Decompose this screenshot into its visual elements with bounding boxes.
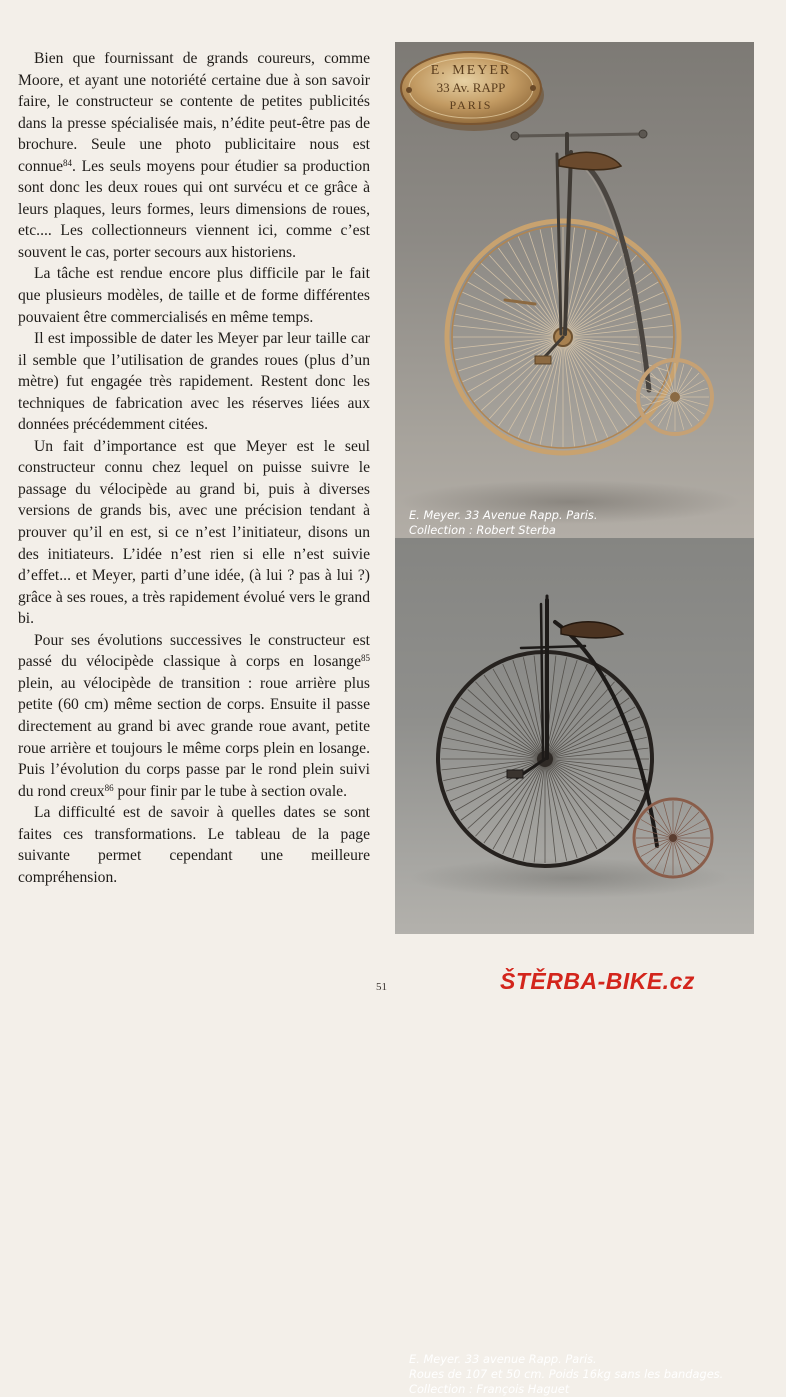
wheel-spoke xyxy=(673,802,683,838)
wheel-spoke xyxy=(545,759,587,854)
footnote-ref-85: 85 xyxy=(361,653,370,664)
plaque-line-1: E. MEYER xyxy=(430,63,512,78)
wheel-spoke xyxy=(663,802,673,838)
footnote-ref-86: 86 xyxy=(104,782,114,793)
wheel-spoke xyxy=(450,759,545,801)
paragraph-2: La tâche est rendue encore plus difficile par le fait que plusieurs modèles, de taille et de forme différentes pouvaient être commercialisés en même temps. xyxy=(18,265,370,326)
rear-wheel-2 xyxy=(634,799,712,877)
paragraph-5: Pour ses évolutions successives le constructeur est passé du vélocipède classique à corps en losange$^{85}$ plein, au vélocipède de transition : roue arrière plus petite (60 cm) même section de corps. Ensuite il passe directement au grand bi avec grande roue avant, petite roue arrière et toujours le même corps plein en losange. Puis l’évolution du corps passe par le rond plein suivi du rond creux$^{86}$ pour finir par le tube à section ovale. xyxy=(18,631,370,800)
wheel-spoke xyxy=(518,337,563,437)
wheel-spoke xyxy=(675,397,708,406)
wheel-spoke xyxy=(673,828,709,838)
wheel-spoke xyxy=(673,838,709,848)
paragraph-1: Bien que fournissant de grands coureurs, comme Moore, et ayant une notoriété certaine due à son savoir faire, le constructeur se contente de petites publicités dans la presse spécialisée mais, n’édite peut-être pas de brochure. Seule une photo publicitaire nous est connue$^{84}$. Les seuls moyens pour étudier sa production sont donc les deux roues qui ont survécu et ce grâce à leurs plaques, leurs formes, leurs dimensions de roues, etc.... Les collectionneurs viennent ici, comme c’est souvent le cas, porter secours aux historiens. xyxy=(18,50,370,261)
caption-photo-1 xyxy=(409,508,597,538)
caption-2-line-1: E. Meyer. 33 avenue Rapp. Paris. xyxy=(409,1352,597,1366)
caption-1-line-1: E. Meyer. 33 Avenue Rapp. Paris. xyxy=(409,508,598,522)
wheel-spoke xyxy=(642,388,675,397)
paragraph-3: Il est impossible de dater les Meyer par leur taille car il semble que l’utilisation de grandes roues (plus d’un mètre) fut engagée très rapidement. Restent donc les techniques de fabrication avec les réserves liées aux données précédemment citées. xyxy=(18,330,370,434)
article-text-column xyxy=(18,48,370,888)
wheel-spoke xyxy=(675,397,684,430)
footnote-ref-84: 84 xyxy=(63,157,73,168)
wheel-spoke xyxy=(563,292,663,337)
wheel-spoke xyxy=(545,664,587,759)
page-number: 51 xyxy=(376,981,387,993)
caption-2-line-2: Roues de 107 et 50 cm. Poids 16kg sans les bandages. xyxy=(409,1367,724,1381)
paragraph-4: Un fait d’importance est que Meyer est le seul constructeur connu chez lequel on puisse suivre le passage du vélocipède au grand bi, puis à diverses versions de grands bis, avec une précision tendant à prouver qu’il en est, si ce n’est l’initiateur, disons un des initiateurs. L’idée n’est rien si elle n’est suivie d’effet... et Meyer, parti d’une idée, (à lui ? pas à lui ?) grâce à ses roues, a très rapidement évolué vers le grand bi. xyxy=(18,437,370,628)
watermark-main: ŠTĚRBA xyxy=(500,968,598,994)
wheel-spoke xyxy=(545,759,640,801)
photo-penny-farthing-1 xyxy=(395,42,754,538)
wheel-spoke xyxy=(563,337,608,437)
wheel-spoke xyxy=(518,237,563,337)
wheel-spoke xyxy=(463,292,563,337)
rear-wheel-1 xyxy=(638,360,712,434)
saddle-1 xyxy=(559,152,621,170)
plaque-line-3: PARIS xyxy=(449,98,493,112)
bicycle-illustration-2 xyxy=(395,538,754,934)
wheel-spoke xyxy=(666,397,675,430)
plaque-line-2: 33 Av. RAPP xyxy=(436,80,506,95)
site-watermark xyxy=(500,968,695,995)
watermark-suffix: -BIKE.cz xyxy=(597,968,695,994)
wheel-spoke xyxy=(503,664,545,759)
caption-photo-2 xyxy=(409,1352,723,1397)
maker-plaque xyxy=(401,52,544,131)
caption-1-line-2: Collection : Robert Sterba xyxy=(409,523,556,537)
paragraph-6: La difficulté est de savoir à quelles dates se sont faites ces transformations. Le tableau de la page suivante permet cependant une meilleure compréhension. xyxy=(18,804,370,886)
wheel-spoke xyxy=(450,717,545,759)
caption-2-line-3: Collection : François Haguet xyxy=(409,1382,570,1396)
saddle-2 xyxy=(561,622,623,638)
bicycle-illustration-1 xyxy=(395,42,754,538)
wheel-spoke xyxy=(675,388,708,397)
